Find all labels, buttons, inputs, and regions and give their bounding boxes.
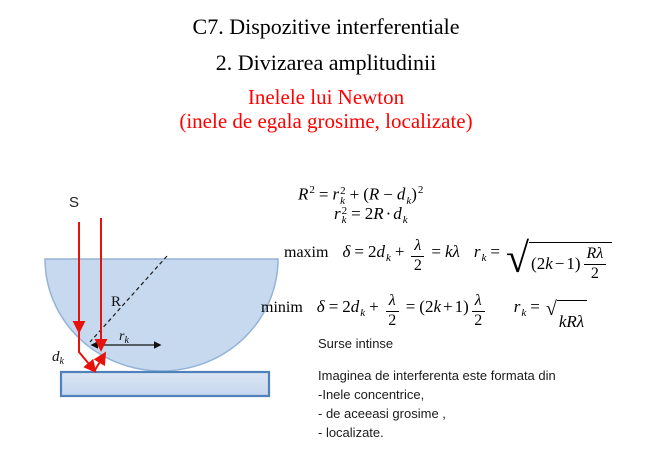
topic-subtitle: (inele de egala grosime, localizate) bbox=[179, 109, 473, 133]
tok: R bbox=[368, 184, 380, 204]
tok: ( bbox=[419, 297, 425, 316]
tok: = bbox=[328, 297, 339, 316]
source-label: S bbox=[69, 194, 80, 211]
notes-item: - de aceeasi grosime , bbox=[318, 406, 446, 421]
tok: 2 k bbox=[340, 185, 346, 207]
tok: r bbox=[334, 204, 341, 223]
formula-ring-radius-squared bbox=[334, 199, 408, 235]
notes-block bbox=[318, 334, 556, 442]
tok: = bbox=[405, 297, 416, 316]
tok: = bbox=[351, 204, 361, 223]
tok: = bbox=[530, 297, 540, 316]
tok: = bbox=[431, 242, 441, 261]
tok: 2 bbox=[342, 297, 351, 316]
tok: − bbox=[383, 184, 393, 204]
tok: δ bbox=[342, 242, 351, 261]
tok: ) bbox=[463, 297, 469, 316]
tok: = bbox=[490, 242, 500, 261]
tok: λ bbox=[452, 242, 460, 261]
minima-label: minim bbox=[261, 299, 303, 316]
tok: = bbox=[354, 242, 364, 261]
notes-heading: Surse intinse bbox=[318, 336, 394, 351]
formula-maxima bbox=[284, 232, 612, 284]
tok: + bbox=[443, 297, 453, 316]
notes-intro: Imaginea de interferenta este formata din bbox=[318, 368, 556, 383]
tok: k bbox=[385, 252, 391, 265]
tok: R bbox=[298, 184, 309, 204]
tok: + bbox=[349, 184, 360, 204]
tok: δ bbox=[316, 297, 325, 316]
notes-item: - localizate. bbox=[318, 425, 384, 440]
tok: d bbox=[376, 242, 385, 261]
tok: 2 bbox=[417, 184, 424, 196]
film-thickness-base: d bbox=[52, 349, 60, 365]
maxima-label: maxim bbox=[284, 244, 329, 261]
tok: + bbox=[394, 242, 405, 261]
tok: k bbox=[444, 242, 453, 261]
tok: d bbox=[396, 184, 406, 204]
glass-plate bbox=[61, 372, 269, 396]
tok: 2 bbox=[367, 242, 377, 261]
tok: · bbox=[385, 204, 392, 223]
ring-radius-subscript: k bbox=[124, 335, 129, 346]
radius-label: R bbox=[111, 294, 122, 310]
fraction-Rlambda-over-2: $\frac{R\lambda}{2}$ bbox=[584, 246, 607, 283]
tok: R bbox=[373, 204, 384, 223]
tok: k bbox=[433, 297, 442, 316]
topic-title: Inelele lui Newton bbox=[247, 85, 405, 109]
tok: r bbox=[513, 297, 521, 316]
tok: 2 k bbox=[341, 204, 348, 226]
tok: k bbox=[481, 252, 487, 265]
tok: k bbox=[360, 307, 366, 320]
radical-maxima: √ ( 2 k − 1 ) $\frac{R\lambda}{2}$ bbox=[506, 242, 612, 284]
notes-item: -Inele concentrice, bbox=[318, 387, 425, 402]
tok: r bbox=[473, 242, 481, 261]
tok: 2 bbox=[309, 184, 315, 196]
fraction-lambda-over-2: $\frac{\lambda}{2}$ bbox=[411, 238, 424, 275]
tok: k bbox=[521, 307, 527, 320]
film-thickness-label bbox=[52, 349, 65, 367]
tok: k bbox=[402, 214, 408, 227]
tok: 2 bbox=[424, 297, 434, 316]
radical-minima: √ k R λ bbox=[546, 300, 587, 342]
tok: d bbox=[393, 204, 402, 223]
tok: r bbox=[332, 184, 340, 204]
tok: d bbox=[350, 297, 360, 316]
course-title: C7. Dispozitive interferentiale bbox=[192, 14, 460, 39]
tok: k bbox=[406, 195, 412, 208]
tok: ( bbox=[363, 184, 369, 204]
reflected-ray bbox=[95, 355, 104, 370]
tok: 1 bbox=[454, 297, 464, 316]
tok: = bbox=[318, 184, 329, 204]
section-title: 2. Divizarea amplitudinii bbox=[215, 50, 437, 75]
tok: 2 bbox=[364, 204, 374, 223]
film-thickness-subscript: k bbox=[59, 356, 64, 367]
tok: + bbox=[369, 297, 379, 316]
fraction-lambda-over-2: $\frac{\lambda}{2}$ bbox=[472, 293, 485, 330]
fraction-lambda-over-2: $\frac{\lambda}{2}$ bbox=[386, 293, 399, 330]
tok: ) bbox=[411, 184, 417, 204]
ring-radius-base: r bbox=[119, 329, 125, 344]
